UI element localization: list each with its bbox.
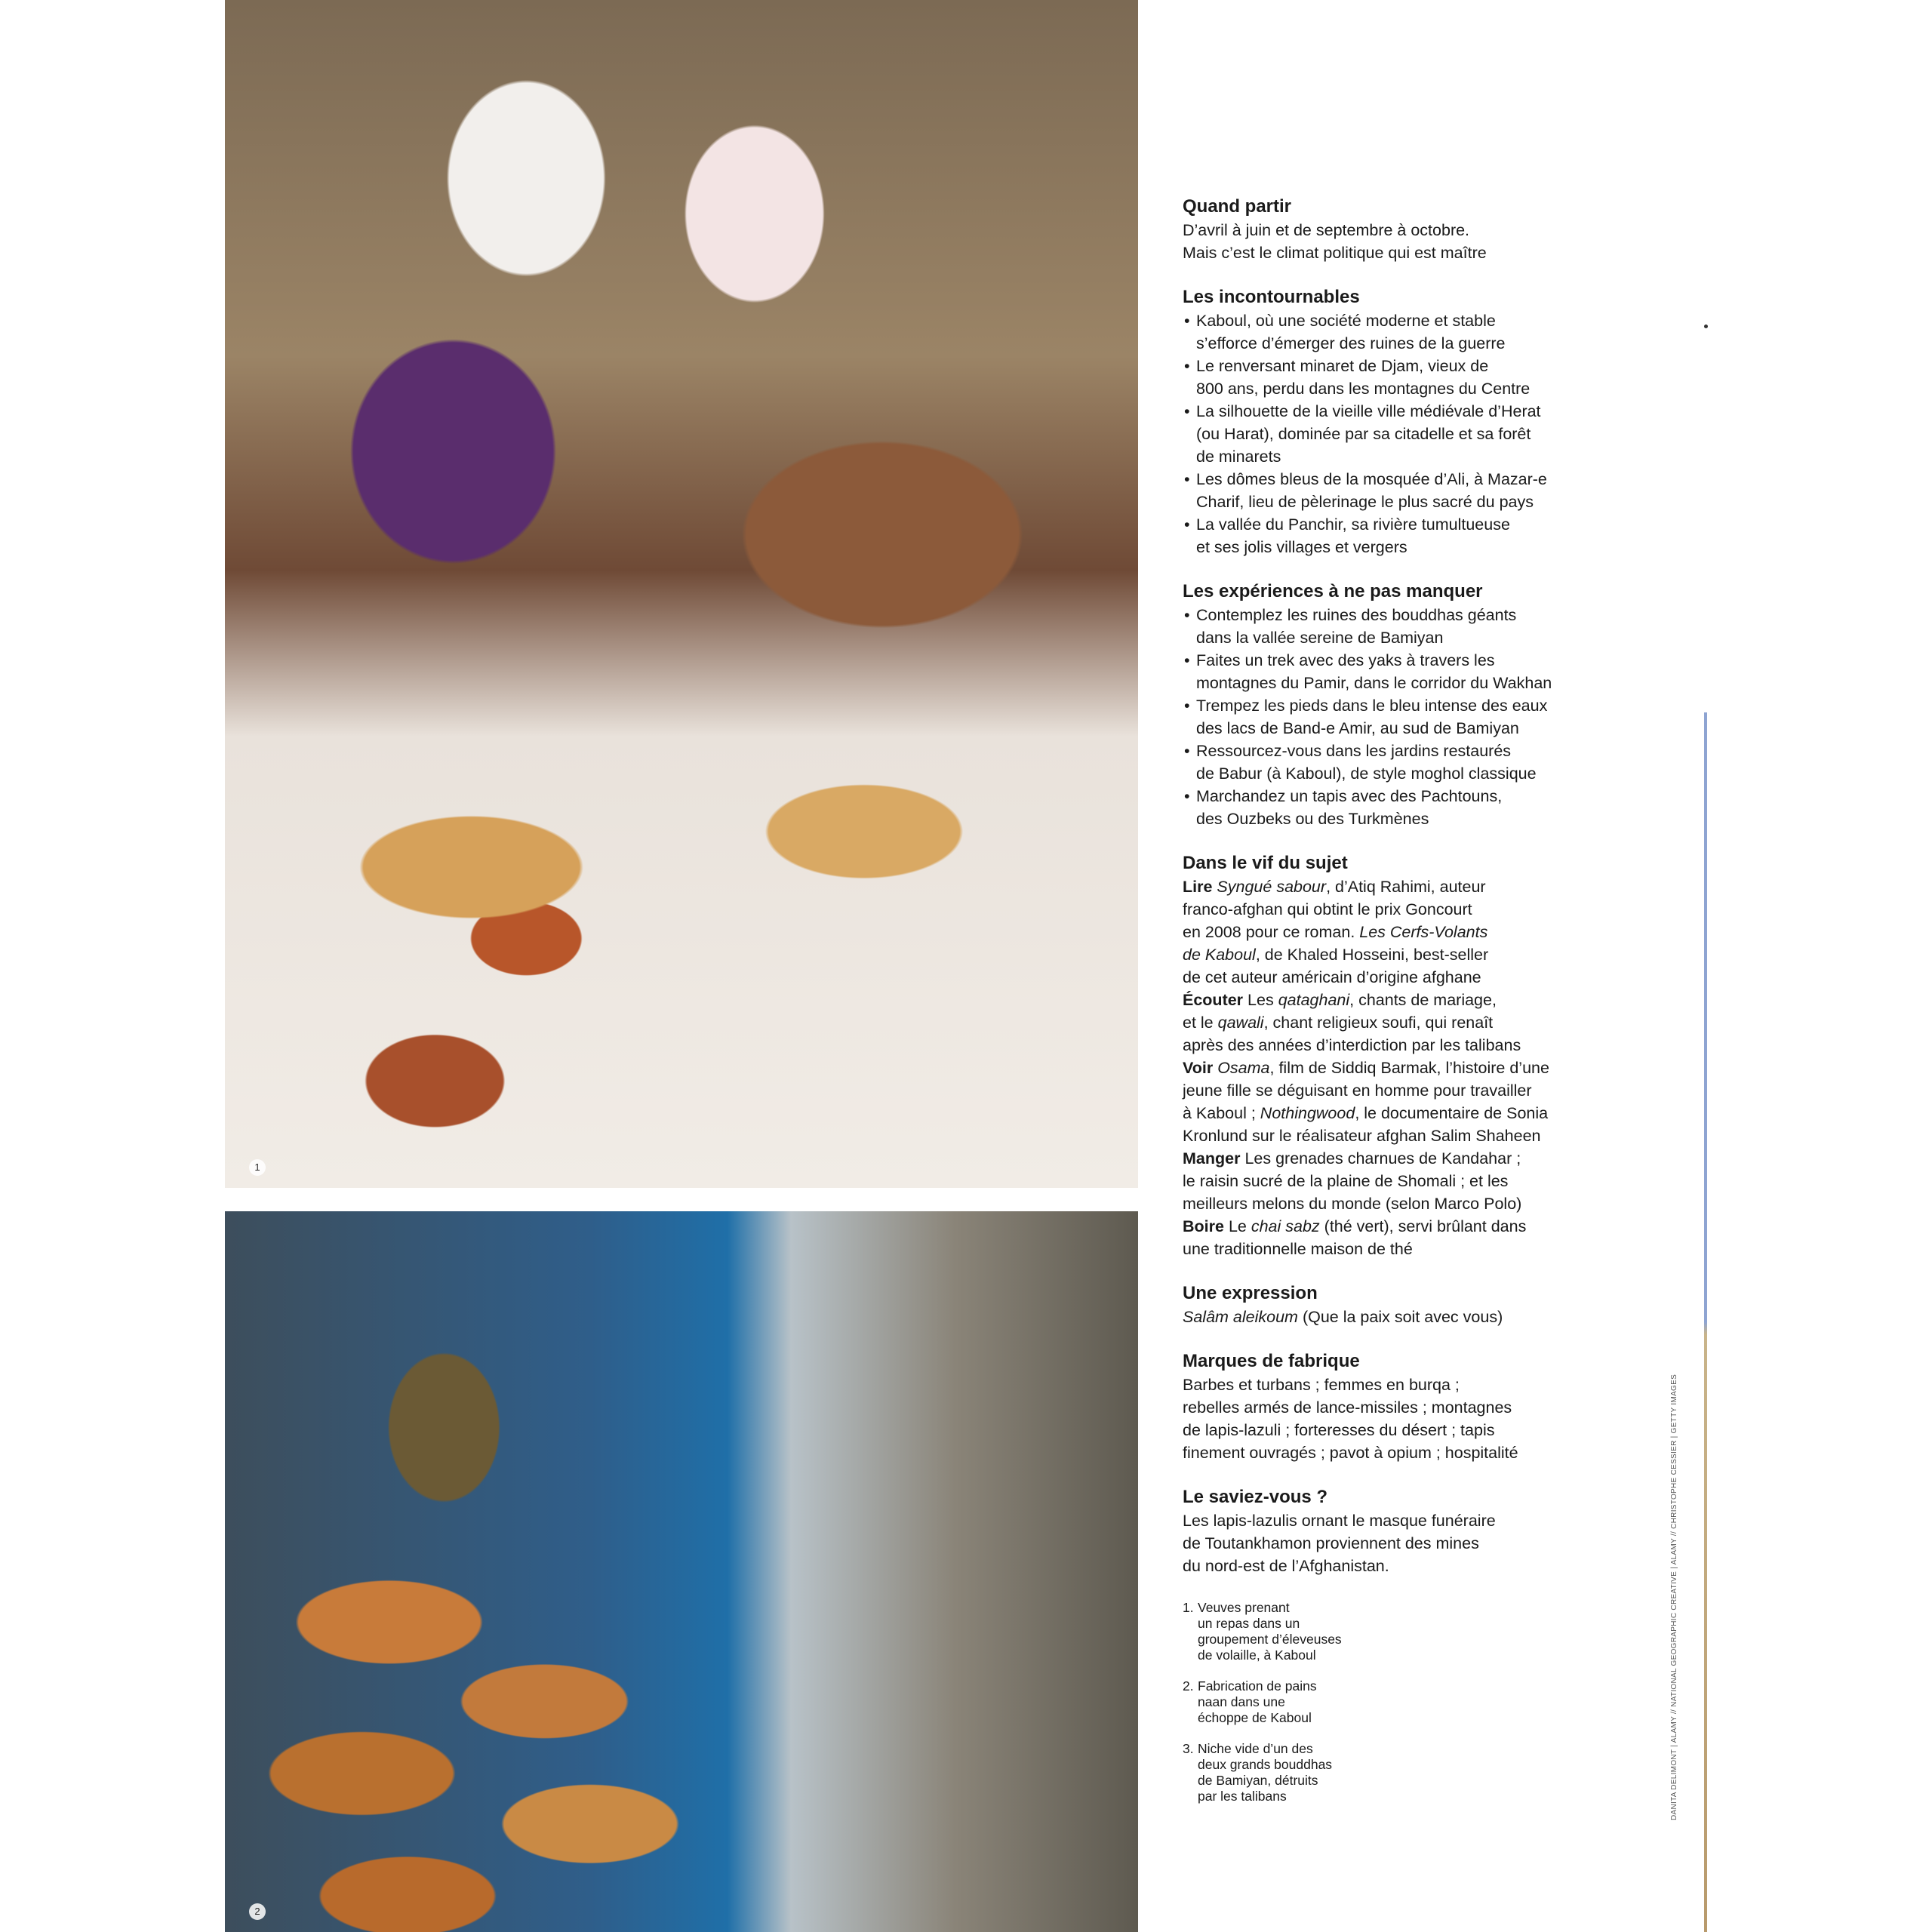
- bullet-item: [1183, 309, 1560, 355]
- bullet-line: de minarets: [1196, 448, 1281, 466]
- text-line: Kronlund sur le réalisateur afghan Salim Shaheen: [1183, 1127, 1541, 1145]
- bullet-line: montagnes du Pamir, dans le corridor du Wakhan: [1196, 674, 1552, 692]
- bullet-line: s’efforce d’émerger des ruines de la guerre: [1196, 334, 1506, 352]
- bullet-item: [1183, 400, 1560, 468]
- photo-naan-bakery: [225, 1211, 1138, 1932]
- bullet-line: • Kaboul, où une société moderne et stable: [1196, 312, 1496, 330]
- text-line: [1183, 875, 1560, 898]
- music-term: qawali: [1217, 1014, 1264, 1032]
- bullet-line: dans la vallée sereine de Bamiyan: [1196, 629, 1444, 647]
- bullet-item: [1183, 740, 1560, 785]
- caption-number: 3.: [1183, 1741, 1194, 1756]
- adjacent-page-strip: [1704, 712, 1707, 1932]
- caption-line: Veuves prenant: [1198, 1600, 1290, 1615]
- film-title: Osama: [1213, 1059, 1270, 1077]
- bullet-line: 800 ans, perdu dans les montagnes du Centre: [1196, 380, 1531, 398]
- text-span: , film de Siddiq Barmak, l’histoire d’une: [1269, 1059, 1549, 1077]
- bullet-line: • Contemplez les ruines des bouddhas géants: [1196, 606, 1517, 624]
- text-line: rebelles armés de lance-missiles ; montagnes: [1183, 1398, 1512, 1417]
- bullet-item: [1183, 604, 1560, 649]
- caption-item: [1183, 1678, 1560, 1726]
- caption-line: de volaille, à Kaboul: [1198, 1647, 1316, 1663]
- bullet-line: des lacs de Band-e Amir, au sud de Bamiyan: [1196, 719, 1519, 737]
- translation: (Que la paix soit avec vous): [1297, 1308, 1503, 1326]
- text-line: de lapis-lazuli ; forteresses du désert ; tapis: [1183, 1421, 1495, 1439]
- text-line: [1183, 1057, 1560, 1079]
- film-title: Nothingwood: [1260, 1104, 1355, 1122]
- bullet-line: • Trempez les pieds dans le bleu intense des eaux: [1196, 697, 1548, 715]
- section-heading: Marques de fabrique: [1183, 1351, 1360, 1371]
- photo-widows-meal: [225, 0, 1138, 1188]
- bullet-line: • Faites un trek avec des yaks à travers les: [1196, 651, 1495, 669]
- label-ecouter: Écouter: [1183, 991, 1244, 1009]
- text-line: Les lapis-lazulis ornant le masque funéraire: [1183, 1512, 1496, 1530]
- text-line: [1183, 989, 1560, 1011]
- caption-item: [1183, 1600, 1560, 1663]
- text-span: et le: [1183, 1014, 1218, 1032]
- text-span: , le documentaire de Sonia: [1355, 1104, 1549, 1122]
- section-experiences: [1183, 580, 1560, 830]
- section-heading: Dans le vif du sujet: [1183, 853, 1348, 873]
- section-heading: Quand partir: [1183, 196, 1292, 217]
- text-span: à Kaboul ;: [1183, 1104, 1260, 1122]
- caption-item: [1183, 1741, 1560, 1804]
- photo-captions: [1183, 1600, 1560, 1804]
- bullet-line: (ou Harat), dominée par sa citadelle et sa forêt: [1196, 425, 1531, 443]
- bullet-line: • Le renversant minaret de Djam, vieux de: [1196, 357, 1489, 375]
- bullet-item: [1183, 785, 1560, 830]
- text-line: D’avril à juin et de septembre à octobre.: [1183, 221, 1470, 239]
- caption-line: Niche vide d’un des: [1198, 1741, 1313, 1756]
- label-lire: Lire: [1183, 878, 1213, 896]
- caption-line: Fabrication de pains: [1198, 1678, 1317, 1694]
- text-span: (thé vert), servi brûlant dans: [1319, 1217, 1527, 1235]
- section-heading: Les expériences à ne pas manquer: [1183, 581, 1483, 601]
- text-span: Le: [1223, 1217, 1251, 1235]
- book-title: de Kaboul: [1183, 946, 1256, 964]
- book-title: Les Cerfs-Volants: [1359, 923, 1488, 941]
- caption-number: 1.: [1183, 1600, 1194, 1615]
- section-vif-du-sujet: [1183, 851, 1560, 1260]
- section-heading: Le saviez-vous ?: [1183, 1487, 1328, 1507]
- bullet-line: Charif, lieu de pèlerinage le plus sacré du pays: [1196, 493, 1534, 511]
- label-voir: Voir: [1183, 1059, 1214, 1077]
- bullet-line: • La silhouette de la vieille ville médiévale d’Herat: [1196, 402, 1541, 420]
- text-line: Mais c’est le climat politique qui est maître: [1183, 244, 1487, 262]
- caption-number: 2.: [1183, 1678, 1194, 1694]
- bullet-item: [1183, 468, 1560, 513]
- text-line: meilleurs melons du monde (selon Marco Polo): [1183, 1195, 1522, 1213]
- page-edge-mark: [1704, 325, 1708, 328]
- text-span: Les grenades charnues de Kandahar ;: [1240, 1149, 1521, 1168]
- text-line: [1183, 921, 1560, 943]
- text-line: [1183, 943, 1560, 966]
- section-expression: [1183, 1281, 1560, 1328]
- caption-line: un repas dans un: [1198, 1616, 1300, 1631]
- bullet-line: • La vallée du Panchir, sa rivière tumultueuse: [1196, 515, 1510, 534]
- text-span: , d’Atiq Rahimi, auteur: [1326, 878, 1486, 896]
- bullet-line: • Ressourcez-vous dans les jardins restaurés: [1196, 742, 1512, 760]
- bullet-line: des Ouzbeks ou des Turkmènes: [1196, 810, 1429, 828]
- photo-number: 2: [249, 1903, 266, 1920]
- section-heading: Une expression: [1183, 1283, 1318, 1303]
- text-line: après des années d’interdiction par les talibans: [1183, 1036, 1521, 1054]
- text-span: , chant religieux soufi, qui renaît: [1263, 1014, 1494, 1032]
- caption-line: par les talibans: [1198, 1789, 1287, 1804]
- label-boire: Boire: [1183, 1217, 1224, 1235]
- bullet-line: • Les dômes bleus de la mosquée d’Ali, à Mazar-e: [1196, 470, 1547, 488]
- section-heading: Les incontournables: [1183, 287, 1360, 307]
- section-saviez-vous: [1183, 1485, 1560, 1577]
- music-term: qataghani: [1278, 991, 1350, 1009]
- text-line: [1183, 1102, 1560, 1124]
- text-line: une traditionnelle maison de thé: [1183, 1240, 1413, 1258]
- text-span: Les: [1243, 991, 1278, 1009]
- book-title: Syngué sabour: [1217, 878, 1327, 896]
- caption-line: groupement d’éleveuses: [1198, 1632, 1342, 1647]
- label-manger: Manger: [1183, 1149, 1241, 1168]
- text-span: , de Khaled Hosseini, best-seller: [1255, 946, 1489, 964]
- caption-line: deux grands bouddhas: [1198, 1757, 1333, 1772]
- info-column: [1183, 195, 1560, 1820]
- text-span: , chants de mariage,: [1349, 991, 1497, 1009]
- bullet-item: [1183, 694, 1560, 740]
- photo-credit: DANITA DELIMONT | ALAMY // NATIONAL GEOGRAPHIC CREATIVE | ALAMY // CHRISTOPHE CESSIER | GETTY IMAGES: [1670, 1374, 1678, 1820]
- text-line: jeune fille se déguisant en homme pour travailler: [1183, 1081, 1532, 1100]
- photo-number: 1: [249, 1159, 266, 1176]
- section-incontournables: [1183, 285, 1560, 558]
- bullet-line: et ses jolis villages et vergers: [1196, 538, 1407, 556]
- bullet-item: [1183, 355, 1560, 400]
- section-marques: [1183, 1349, 1560, 1464]
- text-line: [1183, 1147, 1560, 1170]
- bullet-item: [1183, 649, 1560, 694]
- caption-line: de Bamiyan, détruits: [1198, 1773, 1318, 1788]
- bullet-item: [1183, 513, 1560, 558]
- text-line: finement ouvragés ; pavot à opium ; hospitalité: [1183, 1444, 1518, 1462]
- section-quand-partir: [1183, 195, 1560, 264]
- text-line: [1183, 1215, 1560, 1238]
- caption-line: naan dans une: [1198, 1694, 1285, 1709]
- phrase: Salâm aleikoum: [1183, 1308, 1298, 1326]
- text-line: de cet auteur américain d’origine afghane: [1183, 968, 1481, 986]
- caption-line: échoppe de Kaboul: [1198, 1710, 1312, 1725]
- text-line: franco-afghan qui obtint le prix Goncourt: [1183, 900, 1472, 918]
- text-span: en 2008 pour ce roman.: [1183, 923, 1360, 941]
- text-line: [1183, 1011, 1560, 1034]
- bullet-line: • Marchandez un tapis avec des Pachtouns,: [1196, 787, 1503, 805]
- text-line: le raisin sucré de la plaine de Shomali ; et les: [1183, 1172, 1509, 1190]
- bullet-line: de Babur (à Kaboul), de style moghol classique: [1196, 764, 1537, 783]
- text-line: du nord-est de l’Afghanistan.: [1183, 1557, 1389, 1575]
- text-line: Barbes et turbans ; femmes en burqa ;: [1183, 1376, 1460, 1394]
- text-line: de Toutankhamon proviennent des mines: [1183, 1534, 1479, 1552]
- drink-term: chai sabz: [1251, 1217, 1320, 1235]
- text-line: [1183, 1306, 1560, 1328]
